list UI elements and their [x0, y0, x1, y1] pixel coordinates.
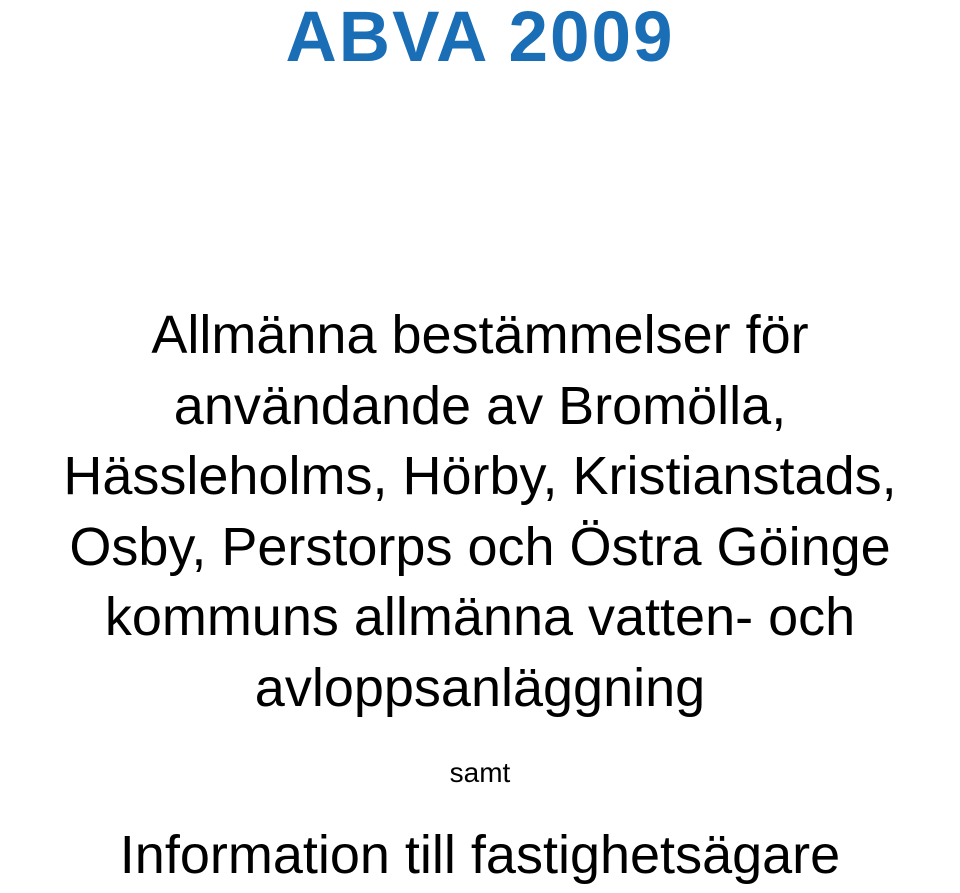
title-line-2: användande av Bromölla, [173, 375, 787, 436]
title-line-1: Allmänna bestämmelser för [151, 305, 809, 365]
title-line-6: avloppsanläggning [254, 657, 706, 718]
title-line-5: kommuns allmänna vatten- och [104, 587, 856, 648]
title-line-3: Hässleholms, Hörby, Kristianstads, [63, 446, 897, 507]
document-title [0, 300, 960, 724]
document-code: ABVA 2009 [285, 0, 675, 77]
document-subtitle: Information till fastighetsägare [119, 825, 841, 885]
title-line-4: Osby, Perstorps och Östra Göinge [69, 516, 891, 577]
connector-text: samt [449, 757, 511, 788]
